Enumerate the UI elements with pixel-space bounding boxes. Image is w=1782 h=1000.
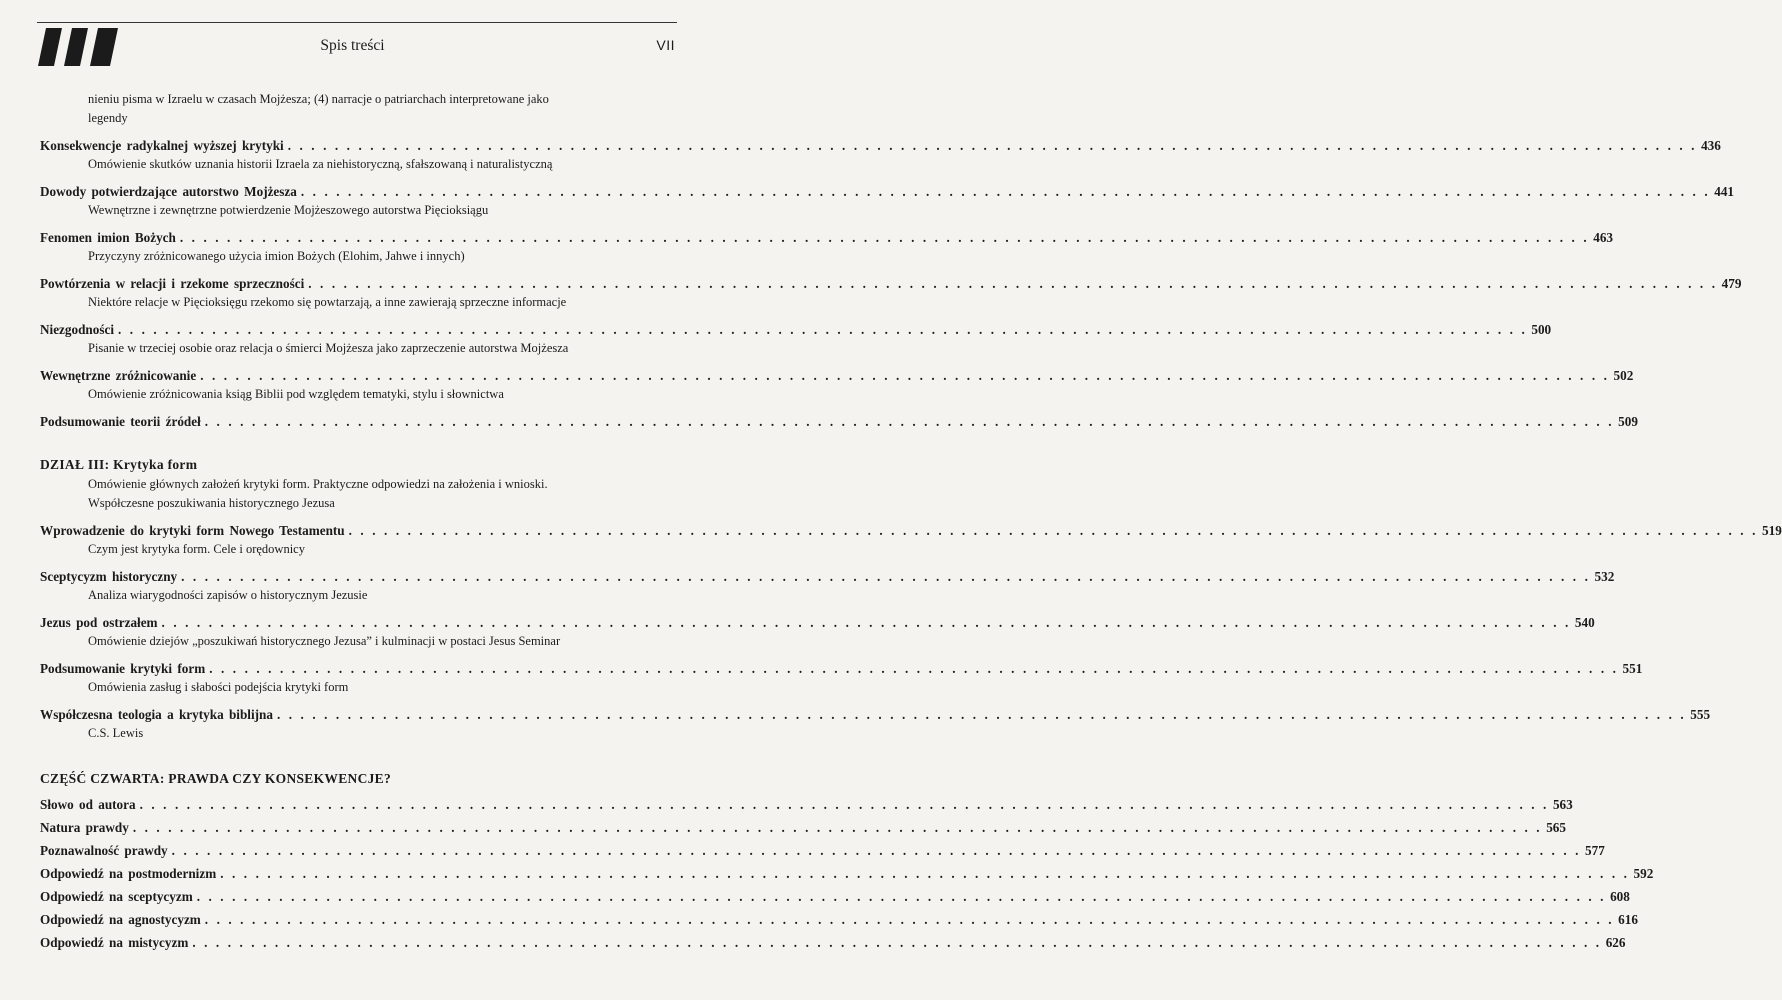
toc-entry-page: 555 <box>1690 707 1711 722</box>
toc-entry-title: Podsumowanie teorii źródeł <box>40 414 201 429</box>
toc-entry-description: Omówienie zróżnicowania ksiąg Biblii pod względem tematyki, stylu i słownictwa <box>88 387 504 401</box>
toc-entry-description: Czym jest krytyka form. Cele i orędownicy <box>88 542 305 556</box>
dot-leader: . . . . . . . . . . . . . . . . . . . . . . . . . . . . . . . . . . . . . . . . . . . . . . . . . . . . . . . . . . . . . . . . . . . . . . . . . . . . . . . . . . . . . . . . . . . . . . . . . . . . . . . . . . . . . . . . . . . . . . . . <box>220 866 1630 881</box>
section-description: Omówienie głównych założeń krytyki form. Praktyczne odpowiedzi na założenia i wnioski. Współczesne poszukiwania historycznego Jezusa <box>88 477 548 510</box>
toc-entry-title: Powtórzenia w relacji i rzekome sprzeczności <box>40 276 305 291</box>
toc-entry-row[interactable] <box>40 320 1552 339</box>
continued-description: nieniu pisma w Izraelu w czasach Mojżesza; (4) narracje o patriarchach interpretowane jako legendy <box>88 92 549 125</box>
toc-entry <box>40 136 1721 174</box>
toc-entry-description: Wewnętrzne i zewnętrzne potwierdzenie Mojżeszowego autorstwa Pięcioksiągu <box>88 203 489 217</box>
dot-leader: . . . . . . . . . . . . . . . . . . . . . . . . . . . . . . . . . . . . . . . . . . . . . . . . . . . . . . . . . . . . . . . . . . . . . . . . . . . . . . . . . . . . . . . . . . . . . . . . . . . . . . . . . . . . . . . . . . . . . . . . <box>118 322 1528 337</box>
dot-leader: . . . . . . . . . . . . . . . . . . . . . . . . . . . . . . . . . . . . . . . . . . . . . . . . . . . . . . . . . . . . . . . . . . . . . . . . . . . . . . . . . . . . . . . . . . . . . . . . . . . . . . . . . . . . . . . . . . . . . . . . <box>308 276 1718 291</box>
toc-entry-title: Niezgodności <box>40 322 114 337</box>
toc-entry-row[interactable] <box>40 274 1742 293</box>
toc-entry-page: 551 <box>1622 661 1643 676</box>
toc-entry-row[interactable] <box>40 567 1615 586</box>
dot-leader: . . . . . . . . . . . . . . . . . . . . . . . . . . . . . . . . . . . . . . . . . . . . . . . . . . . . . . . . . . . . . . . . . . . . . . . . . . . . . . . . . . . . . . . . . . . . . . . . . . . . . . . . . . . . . . . . . . . . . . . . <box>171 843 1582 858</box>
toc-entry-page: 441 <box>1714 184 1735 199</box>
dot-leader: . . . . . . . . . . . . . . . . . . . . . . . . . . . . . . . . . . . . . . . . . . . . . . . . . . . . . . . . . . . . . . . . . . . . . . . . . . . . . . . . . . . . . . . . . . . . . . . . . . . . . . . . . . . . . . . . . . . . . . . . <box>196 889 1607 904</box>
dot-leader: . . . . . . . . . . . . . . . . . . . . . . . . . . . . . . . . . . . . . . . . . . . . . . . . . . . . . . . . . . . . . . . . . . . . . . . . . . . . . . . . . . . . . . . . . . . . . . . . . . . . . . . . . . . . . . . . . . . . . . . . <box>161 615 1571 630</box>
toc-entry-title: Współczesna teologia a krytyka biblijna <box>40 707 273 722</box>
toc-entry <box>40 412 1638 431</box>
toc-entry-title: Sceptycyzm historyczny <box>40 569 178 584</box>
part-heading: CZĘŚĆ CZWARTA: PRAWDA CZY KONSEKWENCJE? <box>40 771 392 786</box>
dot-leader: . . . . . . . . . . . . . . . . . . . . . . . . . . . . . . . . . . . . . . . . . . . . . . . . . . . . . . . . . . . . . . . . . . . . . . . . . . . . . . . . . . . . . . . . . . . . . . . . . . . . . . . . . . . . . . . . . . . . . . . . <box>192 935 1602 950</box>
toc-entry <box>40 818 1566 837</box>
dot-leader: . . . . . . . . . . . . . . . . . . . . . . . . . . . . . . . . . . . . . . . . . . . . . . . . . . . . . . . . . . . . . . . . . . . . . . . . . . . . . . . . . . . . . . . . . . . . . . . . . . . . . . . . . . . . . . . . . . . . . . . . <box>276 707 1687 722</box>
toc-entry-page: 616 <box>1618 912 1638 927</box>
toc-group-a <box>40 136 1742 431</box>
toc-entry-row[interactable] <box>40 366 1634 385</box>
toc-entry-description: Omówienia zasług i słabości podejścia krytyki form <box>88 680 349 694</box>
toc-entry-title: Jezus pod ostrzałem <box>40 615 158 630</box>
toc-entry-title: Wewnętrzne zróżnicowanie <box>40 368 197 383</box>
dot-leader: . . . . . . . . . . . . . . . . . . . . . . . . . . . . . . . . . . . . . . . . . . . . . . . . . . . . . . . . . . . . . . . . . . . . . . . . . . . . . . . . . . . . . . . . . . . . . . . . . . . . . . . . . . . . . . . . . . . . . . . . <box>287 138 1698 153</box>
toc-entry-page: 500 <box>1531 322 1552 337</box>
toc-entry-description: C.S. Lewis <box>88 726 144 740</box>
toc-entry-title: Poznawalność prawdy <box>40 843 168 858</box>
dot-leader: . . . . . . . . . . . . . . . . . . . . . . . . . . . . . . . . . . . . . . . . . . . . . . . . . . . . . . . . . . . . . . . . . . . . . . . . . . . . . . . . . . . . . . . . . . . . . . . . . . . . . . . . . . . . . . . . . . . . . . . . <box>204 912 1615 927</box>
toc-entry-title: Natura prawdy <box>40 820 129 835</box>
toc-entry-page: 502 <box>1613 368 1634 383</box>
toc-group-b <box>40 521 1782 743</box>
toc-entry-row[interactable] <box>40 412 1638 431</box>
toc-entry <box>40 795 1573 814</box>
toc-group-c <box>40 795 1654 952</box>
toc-entry-page: 479 <box>1721 276 1742 291</box>
toc-entry <box>40 887 1630 906</box>
toc-entry-description: Omówienie skutków uznania historii Izraela za niehistoryczną, sfałszowaną i naturalistyczną <box>88 157 553 171</box>
toc-entry-row[interactable] <box>40 841 1605 860</box>
toc-entry <box>40 910 1638 929</box>
toc-entry-page: 565 <box>1546 820 1566 835</box>
page-number: VII <box>656 37 675 53</box>
dot-leader: . . . . . . . . . . . . . . . . . . . . . . . . . . . . . . . . . . . . . . . . . . . . . . . . . . . . . . . . . . . . . . . . . . . . . . . . . . . . . . . . . . . . . . . . . . . . . . . . . . . . . . . . . . . . . . . . . . . . . . . . <box>200 368 1610 383</box>
header-rule <box>37 22 677 23</box>
toc-entry <box>40 613 1595 651</box>
dot-leader: . . . . . . . . . . . . . . . . . . . . . . . . . . . . . . . . . . . . . . . . . . . . . . . . . . . . . . . . . . . . . . . . . . . . . . . . . . . . . . . . . . . . . . . . . . . . . . . . . . . . . . . . . . . . . . . . . . . . . . . . <box>132 820 1543 835</box>
toc-entry-title: Odpowiedź na mistycyzm <box>40 935 189 950</box>
toc-entry-page: 509 <box>1618 414 1638 429</box>
toc-entry-description: Przyczyny zróżnicowanego użycia imion Bożych (Elohim, Jahwe i innych) <box>88 249 465 263</box>
dot-leader: . . . . . . . . . . . . . . . . . . . . . . . . . . . . . . . . . . . . . . . . . . . . . . . . . . . . . . . . . . . . . . . . . . . . . . . . . . . . . . . . . . . . . . . . . . . . . . . . . . . . . . . . . . . . . . . . . . . . . . . . <box>179 230 1590 245</box>
toc-entry-page: 436 <box>1701 138 1721 153</box>
toc-entry <box>40 841 1605 860</box>
toc-entry-title: Dowody potwierdzające autorstwo Mojżesza <box>40 184 297 199</box>
table-of-contents <box>40 90 1782 952</box>
toc-entry-page: 592 <box>1633 866 1654 881</box>
toc-entry-title: Odpowiedź na sceptycyzm <box>40 889 193 904</box>
toc-entry <box>40 864 1654 883</box>
toc-entry-row[interactable] <box>40 613 1595 632</box>
toc-entry-page: 577 <box>1585 843 1605 858</box>
toc-entry-page: 463 <box>1593 230 1614 245</box>
toc-entry-description: Pisanie w trzeciej osobie oraz relacja o śmierci Mojżesza jako zaprzeczenie autorstwa Mojżesza <box>88 341 569 355</box>
toc-entry-title: Słowo od autora <box>40 797 136 812</box>
toc-entry <box>40 567 1615 605</box>
toc-entry-row[interactable] <box>40 659 1643 678</box>
toc-entry-row[interactable] <box>40 818 1566 837</box>
dot-leader: . . . . . . . . . . . . . . . . . . . . . . . . . . . . . . . . . . . . . . . . . . . . . . . . . . . . . . . . . . . . . . . . . . . . . . . . . . . . . . . . . . . . . . . . . . . . . . . . . . . . . . . . . . . . . . . . . . . . . . . . <box>300 184 1711 199</box>
toc-entry-page: 563 <box>1552 797 1573 812</box>
running-title: Spis treści <box>320 37 385 54</box>
toc-entry-description: Niektóre relacje w Pięcioksięgu rzekomo się powtarzają, a inne zawierają sprzeczne informacje <box>88 295 567 309</box>
toc-entry-title: Podsumowanie krytyki form <box>40 661 206 676</box>
toc-entry <box>40 366 1634 404</box>
toc-entry-row[interactable] <box>40 521 1782 540</box>
toc-entry-page: 608 <box>1610 889 1630 904</box>
toc-entry <box>40 182 1735 220</box>
dot-leader: . . . . . . . . . . . . . . . . . . . . . . . . . . . . . . . . . . . . . . . . . . . . . . . . . . . . . . . . . . . . . . . . . . . . . . . . . . . . . . . . . . . . . . . . . . . . . . . . . . . . . . . . . . . . . . . . . . . . . . . . <box>209 661 1619 676</box>
toc-entry-row[interactable] <box>40 887 1630 906</box>
toc-entry <box>40 933 1626 952</box>
dot-leader: . . . . . . . . . . . . . . . . . . . . . . . . . . . . . . . . . . . . . . . . . . . . . . . . . . . . . . . . . . . . . . . . . . . . . . . . . . . . . . . . . . . . . . . . . . . . . . . . . . . . . . . . . . . . . . . . . . . . . . . . <box>204 414 1615 429</box>
toc-entry-row[interactable] <box>40 136 1721 155</box>
dot-leader: . . . . . . . . . . . . . . . . . . . . . . . . . . . . . . . . . . . . . . . . . . . . . . . . . . . . . . . . . . . . . . . . . . . . . . . . . . . . . . . . . . . . . . . . . . . . . . . . . . . . . . . . . . . . . . . . . . . . . . . . <box>348 523 1758 538</box>
toc-entry <box>40 320 1552 358</box>
dot-leader: . . . . . . . . . . . . . . . . . . . . . . . . . . . . . . . . . . . . . . . . . . . . . . . . . . . . . . . . . . . . . . . . . . . . . . . . . . . . . . . . . . . . . . . . . . . . . . . . . . . . . . . . . . . . . . . . . . . . . . . . <box>181 569 1591 584</box>
dot-leader: . . . . . . . . . . . . . . . . . . . . . . . . . . . . . . . . . . . . . . . . . . . . . . . . . . . . . . . . . . . . . . . . . . . . . . . . . . . . . . . . . . . . . . . . . . . . . . . . . . . . . . . . . . . . . . . . . . . . . . . . <box>139 797 1549 812</box>
section-heading: DZIAŁ III: Krytyka form <box>40 457 198 472</box>
toc-entry <box>40 705 1711 743</box>
toc-entry-page: 532 <box>1594 569 1615 584</box>
toc-entry-row[interactable] <box>40 864 1654 883</box>
toc-entry-description: Analiza wiarygodności zapisów o historycznym Jezusie <box>88 588 368 602</box>
toc-entry <box>40 274 1742 312</box>
toc-entry <box>40 521 1782 559</box>
toc-entry-description: Omówienie dziejów „poszukiwań historycznego Jezusa” i kulminacji w postaci Jesus Seminar <box>88 634 561 648</box>
toc-entry-title: Wprowadzenie do krytyki form Nowego Testamentu <box>40 523 345 538</box>
toc-entry-title: Odpowiedź na agnostycyzm <box>40 912 201 927</box>
toc-entry-row[interactable] <box>40 795 1573 814</box>
toc-entry-title: Fenomen imion Bożych <box>40 230 176 245</box>
toc-entry <box>40 228 1614 266</box>
toc-entry-row[interactable] <box>40 228 1614 247</box>
toc-entry-title: Konsekwencje radykalnej wyższej krytyki <box>40 138 284 153</box>
toc-entry-page: 519 <box>1762 523 1782 538</box>
toc-entry-row[interactable] <box>40 182 1735 201</box>
toc-entry-row[interactable] <box>40 933 1626 952</box>
toc-entry-page: 540 <box>1574 615 1595 630</box>
toc-entry-row[interactable] <box>40 705 1711 724</box>
toc-entry-row[interactable] <box>40 910 1638 929</box>
toc-entry-page: 626 <box>1605 935 1626 950</box>
toc-entry <box>40 659 1643 697</box>
toc-entry-title: Odpowiedź na postmodernizm <box>40 866 217 881</box>
